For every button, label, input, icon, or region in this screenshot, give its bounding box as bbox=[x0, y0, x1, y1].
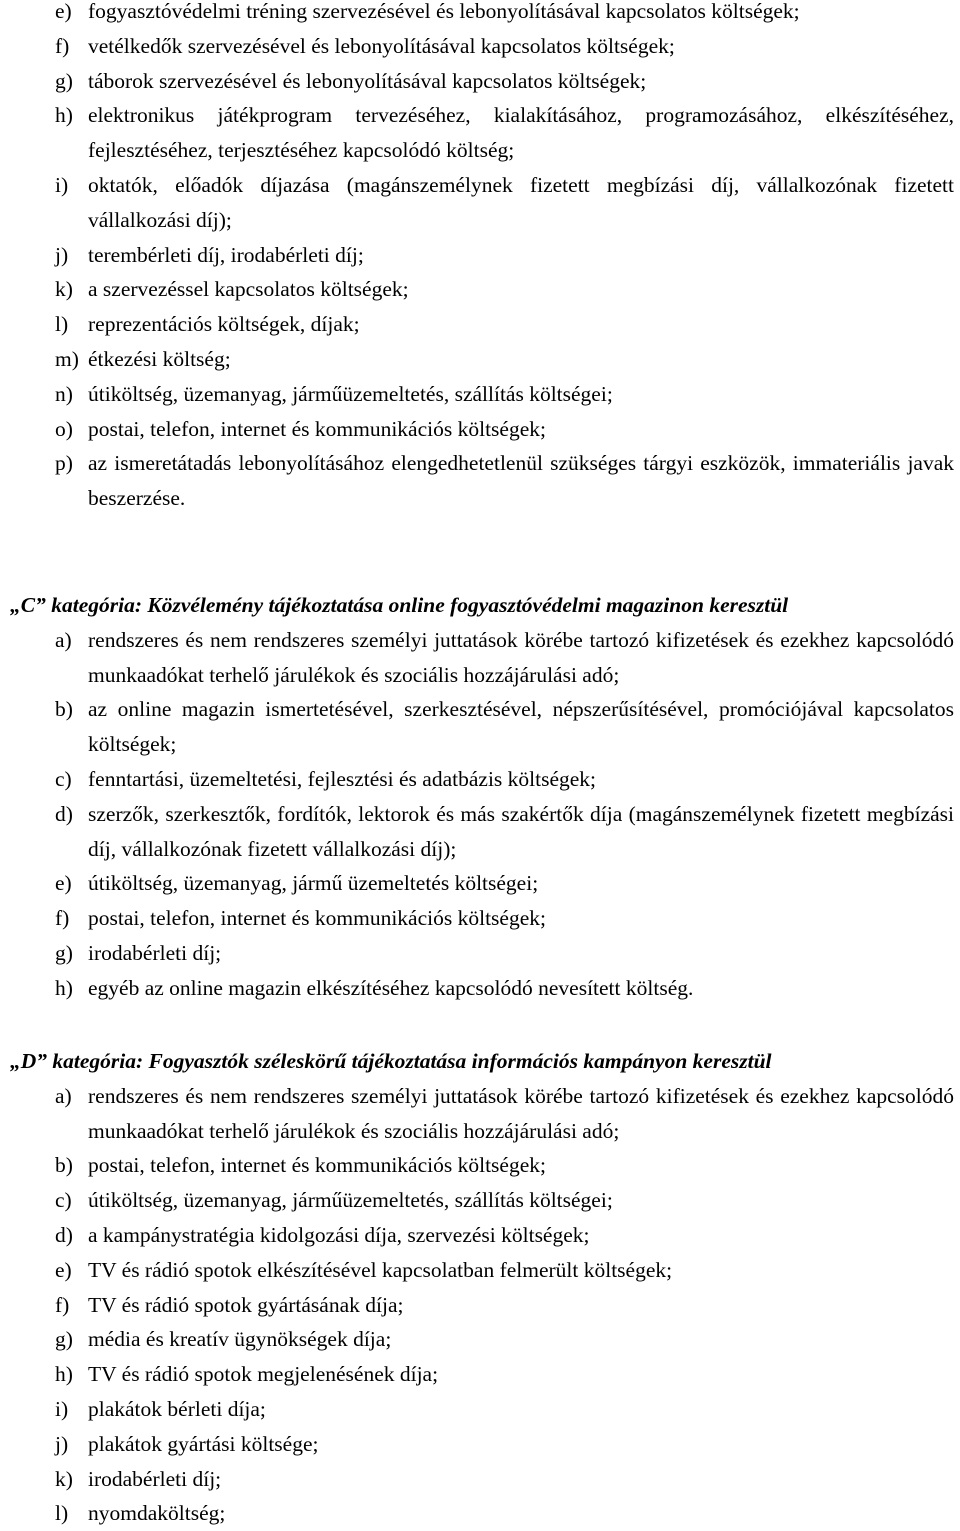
list-item-text: oktatók, előadók díjazása (magánszemélynek fizetett megbízási díj, vállalkozónak fizetett vállalkozási díj); bbox=[88, 172, 954, 232]
list-item-label: h) bbox=[55, 103, 73, 128]
list-item bbox=[0, 971, 960, 1006]
list-item bbox=[0, 377, 960, 412]
list-item-label: l) bbox=[55, 1501, 69, 1526]
category-c-heading: „C” kategória: Közvélemény tájékoztatása online fogyasztóvédelmi magazinon keresztül bbox=[10, 593, 789, 617]
list-item-label: a) bbox=[55, 627, 72, 652]
list-item-text: TV és rádió spotok elkészítésével kapcsolatban felmerült költségek; bbox=[88, 1257, 673, 1282]
list-item bbox=[0, 1357, 960, 1392]
list-item bbox=[0, 342, 960, 377]
list-item-text: postai, telefon, internet és kommunikációs költségek; bbox=[88, 416, 546, 441]
list-item-text: az online magazin ismertetésével, szerkesztésével, népszerűsítésével, promóciójával kapcsolatos költségek; bbox=[88, 697, 954, 757]
list-item-text: útiköltség, üzemanyag, járműüzemeltetés, szállítás költségei; bbox=[88, 1188, 613, 1213]
list-item-text: terembérleti díj, irodabérleti díj; bbox=[88, 242, 364, 267]
list-item-label: b) bbox=[55, 697, 73, 722]
list-item-text: vetélkedők szervezésével és lebonyolításával kapcsolatos költségek; bbox=[88, 33, 675, 58]
list-item-text: a kampánystratégia kidolgozási díja, szervezési költségek; bbox=[88, 1222, 590, 1247]
list-item-label: j) bbox=[55, 1431, 69, 1456]
list-item bbox=[0, 1253, 960, 1288]
list-item-text: postai, telefon, internet és kommunikációs költségek; bbox=[88, 1153, 546, 1178]
list-item bbox=[0, 762, 960, 797]
list-item-label: i) bbox=[55, 1396, 69, 1421]
list-item-label: g) bbox=[55, 940, 73, 965]
list-item-text: elektronikus játékprogram tervezéséhez, kialakításához, programozásához, elkészítéséhez, fejlesztéséhez, terjesztéséhez kapcsolódó költség; bbox=[88, 103, 954, 163]
cost-list bbox=[0, 1079, 960, 1531]
list-item bbox=[0, 1392, 960, 1427]
list-item bbox=[0, 1288, 960, 1323]
category-b-cost-list bbox=[0, 0, 960, 516]
list-item-label: g) bbox=[55, 68, 73, 93]
list-item-label: c) bbox=[55, 1188, 72, 1213]
list-item bbox=[0, 98, 960, 168]
list-item bbox=[0, 446, 960, 516]
cost-list bbox=[0, 0, 960, 516]
list-item bbox=[0, 1218, 960, 1253]
list-item-label: e) bbox=[55, 0, 72, 23]
list-item-label: g) bbox=[55, 1327, 73, 1352]
list-item bbox=[0, 168, 960, 238]
list-item-text: plakátok gyártási költsége; bbox=[88, 1431, 319, 1456]
list-item bbox=[0, 272, 960, 307]
list-item-label: d) bbox=[55, 1222, 73, 1247]
list-item-label: n) bbox=[55, 381, 73, 406]
list-item-label: a) bbox=[55, 1083, 72, 1108]
category-d-section bbox=[0, 1044, 960, 1531]
list-item-text: szerzők, szerkesztők, fordítók, lektorok és más szakértők díja (magánszemélynek fizetett megbízási díj, vállalkozónak fizetett vállalkozási díj); bbox=[88, 801, 954, 861]
list-item bbox=[0, 238, 960, 273]
list-item-label: l) bbox=[55, 312, 69, 337]
list-item-label: b) bbox=[55, 1153, 73, 1178]
list-item-text: fogyasztóvédelmi tréning szervezésével és lebonyolításával kapcsolatos költségek; bbox=[88, 0, 800, 23]
list-item-text: irodabérleti díj; bbox=[88, 1466, 222, 1491]
list-item-text: fenntartási, üzemeltetési, fejlesztési és adatbázis költségek; bbox=[88, 766, 597, 791]
list-item-label: m) bbox=[55, 346, 79, 371]
list-item-text: TV és rádió spotok gyártásának díja; bbox=[88, 1292, 404, 1317]
list-item-text: útiköltség, üzemanyag, jármű üzemeltetés költségei; bbox=[88, 871, 539, 896]
list-item bbox=[0, 866, 960, 901]
list-item-label: k) bbox=[55, 1466, 73, 1491]
list-item bbox=[0, 1079, 960, 1149]
list-item-label: o) bbox=[55, 416, 73, 441]
list-item-label: f) bbox=[55, 33, 70, 58]
list-item bbox=[0, 1183, 960, 1218]
list-item-label: j) bbox=[55, 242, 69, 267]
list-item-text: TV és rádió spotok megjelenésének díja; bbox=[88, 1362, 439, 1387]
list-item-text: média és kreatív ügynökségek díja; bbox=[88, 1327, 392, 1352]
list-item-label: f) bbox=[55, 906, 70, 931]
cost-list bbox=[0, 623, 960, 1006]
list-item bbox=[0, 1148, 960, 1183]
list-item bbox=[0, 0, 960, 29]
list-item bbox=[0, 307, 960, 342]
list-item-label: p) bbox=[55, 451, 73, 476]
list-item-label: h) bbox=[55, 975, 73, 1000]
list-item-label: f) bbox=[55, 1292, 70, 1317]
list-item-label: i) bbox=[55, 172, 69, 197]
list-item-text: reprezentációs költségek, díjak; bbox=[88, 312, 360, 337]
list-item bbox=[0, 64, 960, 99]
list-item-text: rendszeres és nem rendszeres személyi juttatások körébe tartozó kifizetések és ezekhez kapcsolódó munkaadókat terhelő járulékok és szociális hozzájárulási adó; bbox=[88, 627, 954, 687]
list-item bbox=[0, 623, 960, 693]
list-item-label: d) bbox=[55, 801, 73, 826]
list-item-label: e) bbox=[55, 871, 72, 896]
list-item bbox=[0, 1322, 960, 1357]
category-d-heading: „D” kategória: Fogyasztók széleskörű tájékoztatása információs kampányon keresztül bbox=[10, 1049, 772, 1073]
list-item bbox=[0, 1427, 960, 1462]
category-c-section bbox=[0, 588, 960, 1006]
list-item bbox=[0, 1462, 960, 1497]
list-item-text: postai, telefon, internet és kommunikációs költségek; bbox=[88, 906, 546, 931]
list-item-text: útiköltség, üzemanyag, járműüzemeltetés, szállítás költségei; bbox=[88, 381, 613, 406]
list-item-label: h) bbox=[55, 1362, 73, 1387]
list-item bbox=[0, 901, 960, 936]
list-item-text: étkezési költség; bbox=[88, 346, 231, 371]
list-item-text: rendszeres és nem rendszeres személyi juttatások körébe tartozó kifizetések és ezekhez kapcsolódó munkaadókat terhelő járulékok és szociális hozzájárulási adó; bbox=[88, 1083, 954, 1143]
list-item bbox=[0, 936, 960, 971]
list-item bbox=[0, 412, 960, 447]
list-item bbox=[0, 692, 960, 762]
list-item-label: e) bbox=[55, 1257, 72, 1282]
list-item-text: táborok szervezésével és lebonyolításával kapcsolatos költségek; bbox=[88, 68, 647, 93]
list-item bbox=[0, 1496, 960, 1531]
list-item-label: c) bbox=[55, 766, 72, 791]
list-item-text: az ismeretátadás lebonyolításához elengedhetetlenül szükséges tárgyi eszközök, immateriális javak beszerzése. bbox=[88, 451, 954, 511]
list-item bbox=[0, 29, 960, 64]
list-item-text: egyéb az online magazin elkészítéséhez kapcsolódó nevesített költség. bbox=[88, 975, 694, 1000]
list-item bbox=[0, 797, 960, 867]
list-item-text: plakátok bérleti díja; bbox=[88, 1396, 266, 1421]
list-item-text: nyomdaköltség; bbox=[88, 1501, 226, 1526]
list-item-text: irodabérleti díj; bbox=[88, 940, 222, 965]
list-item-text: a szervezéssel kapcsolatos költségek; bbox=[88, 277, 409, 302]
list-item-label: k) bbox=[55, 277, 73, 302]
